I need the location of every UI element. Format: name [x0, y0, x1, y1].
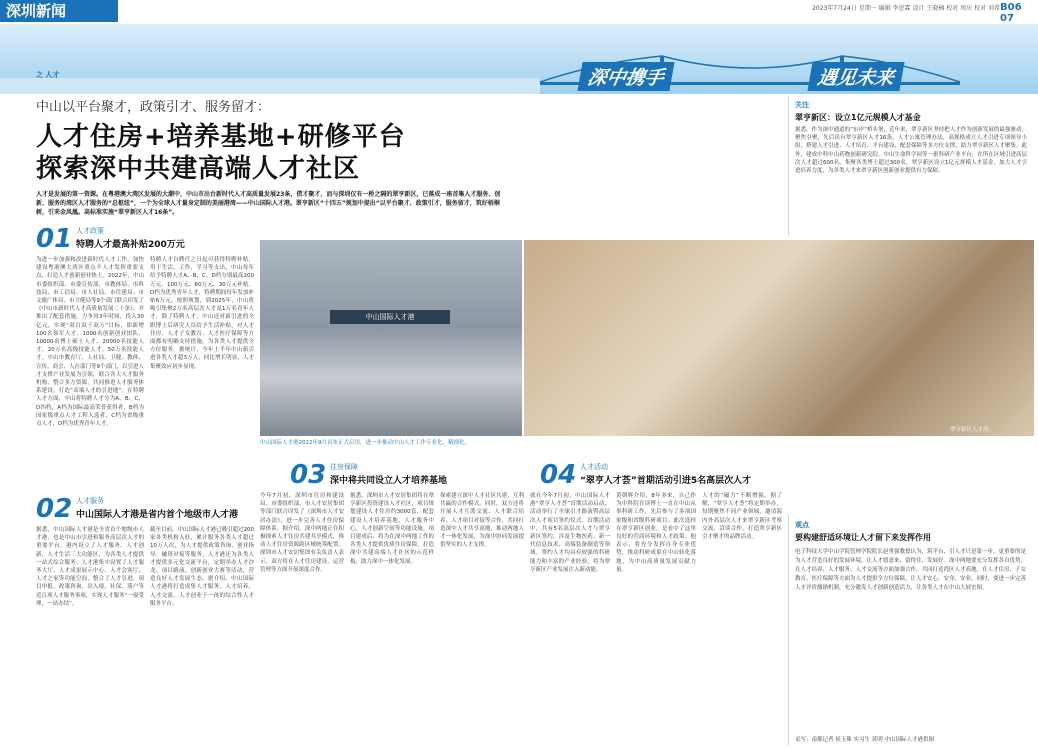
body-column: 截至目前，中山国际人才港已吸引超过200家各类机构入驻，累计服务各类人才超过10万人次，为人才提供政策咨询、创业指导、融资对接等服务。人才港还为各类人才提供多元化交流平台，定期举办人才沙龙、项目路演、创新创业大赛等活动，营造良好人才发展生态。据介绍，中山国际人才港将打造成集人才服务、人才培养、人才交流、人才创业于一体的综合性人才服务平台。: [150, 527, 254, 607]
body-column: 黄朝辉介绍，8年多来，自己作为中科院在读博士一直在中山从事科研工作，先后参与了多项国家级和省级科研项目。此次选择在翠亨新区创业，是看中了这里良好的营商环境和人才政策。他表示，将充分发挥自身专业优势，推动科研成果在中山转化落地，为中山高质量发展贡献力量。: [616, 493, 696, 573]
credits: 采写：南都记者 侯玉珠 实习生 黄明 中山国际人才港供图: [795, 737, 934, 743]
focus-title: 翠亨新区：设立1亿元规模人才基金: [795, 113, 921, 122]
page-number: B06 07: [1000, 2, 1022, 24]
section-label: 人才政策: [76, 227, 104, 235]
column-divider: [788, 96, 789, 236]
lede: 人才是发展的第一资源。在粤港澳大湾区发展的大潮中，中山市出台新时代人才高质量发展23条，借才聚才，而与深圳仅有一桥之隔的翠亨新区，已落成一座首集人才服务、创新、服务的湾区人才服务的“总枢纽”，一个为全球人才量身定制的美丽港湾——中山国际人才港。翠亨新区“十四五”规划中提出“以平台聚才，政策引才，服务留才，筑好梧桐树，引来金凤凰。高标准实施“翠亨新区人才16条”。: [36, 191, 501, 216]
viewpoint-label: 观点: [795, 521, 809, 529]
section-number: 04: [540, 460, 577, 490]
body-column: 据悉，中山国际人才港是全省首个地级市人才港，也是中山市引进和服务高层次人才的重要平台。港内设立了人才服务、人才创新、人才生活三大功能区，为各类人才提供一站式综合服务。人才港集中设置了人才服务大厅、人才成果展示中心、人才会客厅、人才之家等功能空间，整合了人才引进、项目申报、政策咨询、出入境、社保、落户等近百项人才服务事项，实现人才服务“一窗受理、一站办结”。: [36, 527, 144, 607]
column-divider: [788, 515, 789, 745]
headline-line2: 探索深中共建高端人才社区: [36, 154, 361, 184]
viewpoint-title: 要构建舒适环境让人才留下来发挥作用: [795, 533, 931, 542]
talent-port-photo: [260, 240, 522, 436]
section-label: 住房保障: [330, 463, 358, 471]
section-number: 01: [36, 224, 73, 254]
focus-label: 关注: [795, 101, 809, 109]
body-column: 人才的“磁力”不断增强。据了解，“翠亨人才荟”将定期举办，每期聚焦不同产业领域，邀请海内外高层次人才来翠亨新区考察交流、洽谈合作，打造翠亨新区引才聚才的品牌活动。: [702, 493, 782, 541]
section-logo: 深圳新闻: [0, 0, 118, 22]
photo-caption: 翠亨新区人才房。: [950, 427, 995, 433]
section-number: 03: [290, 460, 327, 490]
photo-sign: 中山国际人才港: [330, 310, 450, 324]
focus-body: 据悉，作为深中通道的“东岸”桥头堡，近年来，翠亨新区坚持把人才作为创新发展的最强驱动，聚焦引聚，先后出台翠亨新区人才16条、人才公寓管理办法，高规格成立人才引进专项领导小组，搭建人才引进、人才培育、平台建设、配套保障等多方位支撑，助力翠亨新区人才聚集。此外，建成中科中山药物创新研究院、中山生命科学园等一批科研产业平台，在所在区域引进高层次人才超过600名，集聚各类博士超过300名。翠亨新区设立1亿元规模人才基金，加大人才引进培养力度，为各类人才来翠亨新区创新创业提供有力保障。: [795, 127, 1027, 175]
body-column: 特聘人才自聘任之日起可获得特聘补贴，用于生活、工作、学习等支出，中山每年给予特聘人才A、B、C、D档分别最高200万元、100万元、60万元、30万元补贴。D档为优秀青年人才，特聘期间每年发放补贴6万元。按照规划，到2025年，中山将吸引集聚2万名高层次人才及1万名青年人才。除了特聘人才，中山还对新引进的全职博士后研究人员给予生活补贴，对人才住房、人才子女教育、人才医疗保障等方面都有明确支持措施，为各类人才提供全方位服务。据统计，今年上半年中山新引进各类人才超3万人，同比增长明显，人才集聚效应初步显现。: [150, 257, 254, 370]
section-label: 人才活动: [580, 463, 608, 471]
body-column: 探索建立深中人才社区共建、互利共赢的合作模式。同时，双方还将开展人才互派交流、人才联合培养、人才项目对接等合作，共同打造深中人才共享高地，推动两地人才一体化发展，为深中协同发展提供坚实的人才支撑。: [440, 493, 524, 549]
section-tag: 之 人才: [36, 71, 60, 79]
issue-line: 2023年7月24日 星期一 编辑 李思霖 设计 王晓楠 校对 周庆 校对 刘希: [812, 5, 1000, 12]
body-column: 今年7月初，深圳市住房和建设局、市委组织部、市人才安居集团等部门联合印发了《深圳市人才安居办法》，进一步完善人才住房保障体系。据介绍，深中两地正在积极探索人才住房共建共享模式，推动人才住房资源跨区域统筹配置。深圳市人才安居集团有关负责人表示，双方将在人才住房建设、运营管理等方面开展深度合作。: [260, 493, 344, 573]
section-number: 02: [36, 494, 73, 524]
section-title: 特聘人才最高补贴200万元: [76, 240, 185, 250]
section-label: 人才服务: [76, 497, 104, 505]
section-title: “翠亨人才荟”首期活动引进5名高层次人才: [580, 476, 752, 486]
body-column: 为进一步加强和改进新时代人才工作，加快建设粤港澳大湾区重点平人才发挥重要支点，打造人才创新创业热土。2022年，中山市委组织部、市委宣传部、市教体局、市科技局、市工信局、市人社局、市住建局、市文旅广体局、市卫健局等9个部门联合印发了《中山市新时代人才高质量发展二十条》，并推出了配套措施，力争用3年时间，投入30亿元，实现“双百双千双万”目标，即新增100名领军人才、1000名创新创业团队、10000名博士硕士人才、20000名技能人才、20万名高级技能人才、50万名技能人才。中山市教育厅、人社局、卫健、教体、宣传、商会、人社部门等9个部门，以引进人才支撑产业发展为引领，联合各大人才服务机构，整合多方资源，共同推进人才服务体系建设，打造“高端人才的引进地”。在特聘人才方面，中山将特聘人才分为A、B、C、D四档，A档为国际最高荣誉获得者，B档为国家级重点人才工程入选者，C档为省级重点人才，D档为优秀青年人才。: [36, 257, 144, 428]
body-column: 据悉，深圳市人才安居集团将在翠亨新区投资建设人才社区，项目规划建设人才住房约3000套，配套建设人才培养基地、人才服务中心、人才创新空间等功能设施。项目建成后，将为在深中两地工作的各类人才提供优质住房保障，打造深中共建高端人才社区的示范样板，助力深中一体化发展。: [350, 493, 434, 565]
photo-caption: 中山国际人才港2022年9月首布正式启用，进一步推动中山人才工作专业化、精细化。: [260, 440, 470, 446]
banner-band: [0, 78, 540, 94]
body-column: 就在今年7月初，中山国际人才港“翠亨人才荟”首期活动启动，活动举行了全球引才路演暨高层次人才项目签约仪式。首期活动中，共有5名高层次人才与翠亨新区签约，涉及生物医药、新一代信息技术、高端装备制造等领域。签约人才均具有较强的科研能力和丰富的产业经验，将为翠亨新区产业发展注入新动能。: [530, 493, 610, 573]
headline-line1: 人才住房+培养基地+研修平台: [36, 122, 406, 152]
talent-apartment-photo: [524, 240, 1034, 436]
section-title: 深中将共同设立人才培养基地: [330, 476, 448, 486]
kicker: 中山以平台聚才，政策引才、服务留才：: [36, 100, 271, 115]
section-title: 中山国际人才港是省内首个地级市人才港: [76, 510, 239, 520]
viewpoint-body: 电子科技大学中山学院管理学院院长赵勇强教授认为，筑平台、引人才只是第一步，更重要的是为人才营造良好的发展环境，让人才愿意来、留得住、发展好。深中两地要充分发挥各自优势，在人才培养、人才服务、人才交流等方面加强合作，共同打造湾区人才高地。在人才住房、子女教育、医疗保障等方面为人才提供全方位保障，让人才安心、安身、安业。同时，要进一步完善人才评价激励机制，充分激发人才创新创造活力，让各类人才在中山大展宏图。: [795, 549, 1027, 591]
slogan-left: 深中携手: [577, 62, 674, 91]
slogan-right: 遇见未来: [807, 62, 904, 91]
